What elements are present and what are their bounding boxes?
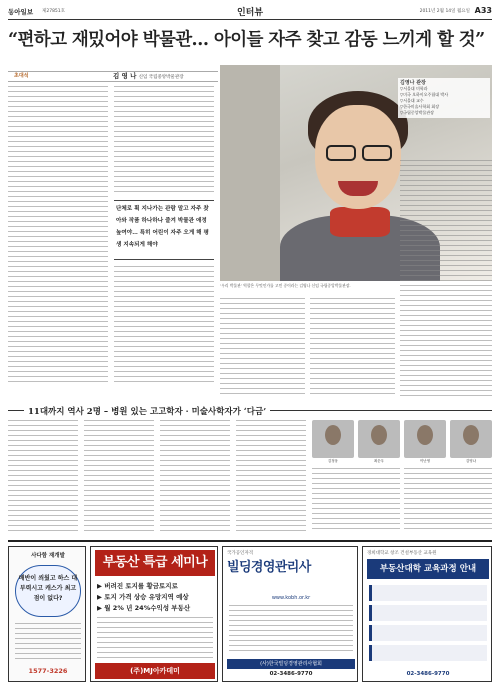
portrait-caption: 최순우: [373, 459, 385, 463]
ad2-bullet: ▶ 월 2% 년 24%수익성 부동산: [97, 604, 191, 612]
ad-realestate-college[interactable]: [362, 546, 492, 682]
ad3-footer: (사)한국빌딩경영관리사협회: [227, 659, 355, 669]
ad2-title: 부동산 특급 세미나: [95, 550, 215, 576]
ad3-title: 빌딩경영관리사: [227, 560, 311, 575]
second-story-headline: 11대까지 역사 2명 – 병원 있는 고고학자 · 미술사학자가 ‘다금’: [24, 405, 270, 417]
ad4-title: 부동산대학 교육과정 안내: [367, 559, 489, 579]
byline: [8, 71, 218, 82]
ad3-subtitle: 국가공인자격: [227, 551, 254, 556]
issue-date: 2011년 2월 14일 월요일: [419, 9, 470, 14]
ad4-phone: 02-3486-9770: [406, 671, 450, 677]
story2-col-2: [84, 420, 154, 532]
portrait-caption: 김정웅: [327, 459, 339, 463]
ad1-phone: 1577-3226: [28, 667, 68, 675]
profile-line: ▽서울대 교수: [400, 98, 424, 103]
portrait-photo: [358, 420, 400, 458]
ad3-website: www.kobh.or.kr: [271, 595, 311, 601]
ad3-text: [229, 605, 353, 655]
ad2-logo: (주)MJ아카데미: [95, 663, 215, 679]
issue-number: 제27851호: [42, 9, 66, 14]
ad2-bullet: ▶ 버려진 토지를 황금토지로: [97, 582, 178, 590]
ad-realestate-seminar[interactable]: [90, 546, 218, 682]
ad3-phone: 02-3486-9770: [269, 671, 313, 677]
ad1-header: 사다함 재개발: [31, 553, 65, 559]
ad-building-manager[interactable]: [222, 546, 358, 682]
ad2-schedule: [97, 617, 213, 659]
story2-col-1: [8, 420, 78, 532]
ad4-course-block: [369, 605, 487, 621]
story2-col-4: [236, 420, 306, 532]
body-text-col-5: [400, 160, 492, 398]
portrait-photo: [404, 420, 446, 458]
ad4-course-block: [369, 625, 487, 641]
section-title: 인터뷰: [236, 8, 264, 18]
profile-box: [398, 78, 490, 118]
profile-line: ▽국립중앙박물관장: [400, 110, 434, 115]
ad1-speech-bubble: 배반이 씌웠고 하스 대부력시고 캐스가 최고 점이 없다?: [15, 565, 81, 617]
page-number: A33: [474, 6, 492, 15]
column-label: 초대석: [14, 73, 29, 79]
story2-col-6: [404, 468, 492, 532]
ad-redevelopment[interactable]: [8, 546, 86, 682]
paper-name: 동아일보: [8, 8, 34, 16]
profile-line: ▽한국미술사학회 회장: [400, 104, 440, 109]
ad4-course-block: [369, 585, 487, 601]
portrait-photo: [312, 420, 354, 458]
director-portraits: [312, 420, 492, 458]
body-text-col-4: [310, 298, 395, 398]
portrait-caption: 이난영: [419, 459, 431, 463]
ad1-text: [15, 623, 81, 663]
ad4-course-block: [369, 645, 487, 661]
body-text-col-2b: [114, 266, 214, 386]
portrait-captions: [312, 459, 492, 464]
ad2-bullet: ▶ 토지 가격 상승 유망지역 예상: [97, 593, 189, 601]
photo-caption: ‘우리 박물관’ 역할은 무엇인가를 고민 중이라는 김영나 신임 국립중앙박물관장.: [220, 283, 351, 288]
main-headline: “편하고 재밌어야 박물관… 아이들 자주 찾고 감동 느끼게 할 것”: [8, 30, 485, 50]
portrait-caption: 김영나: [465, 459, 477, 463]
page-header: [8, 5, 492, 20]
profile-name: 김영나 관장: [400, 80, 426, 86]
profile-line: ▽서울대 미학과: [400, 86, 428, 91]
pull-quote: 단체로 휙 지나가는 관람 말고 자주 찾아와 작품 하나하나 즐겨 박물관 애정 높여야… 특히 어린이 자주 오게 해 평생 지속되게 해야: [114, 200, 214, 260]
interviewee-name: 김 영 나 신임 국립중앙박물관장: [113, 72, 184, 80]
story2-col-5: [312, 468, 400, 532]
ad4-subtitle: 경희대학교 창조 건설부동산 교육원: [367, 551, 437, 556]
portrait-photo: [450, 420, 492, 458]
body-text-col-1: [8, 86, 108, 386]
body-text-col-2a: [114, 86, 214, 196]
story2-col-3: [160, 420, 230, 532]
profile-line: ▽미국 오하이오주립대 박사: [400, 92, 449, 97]
body-text-col-3: [220, 298, 305, 398]
